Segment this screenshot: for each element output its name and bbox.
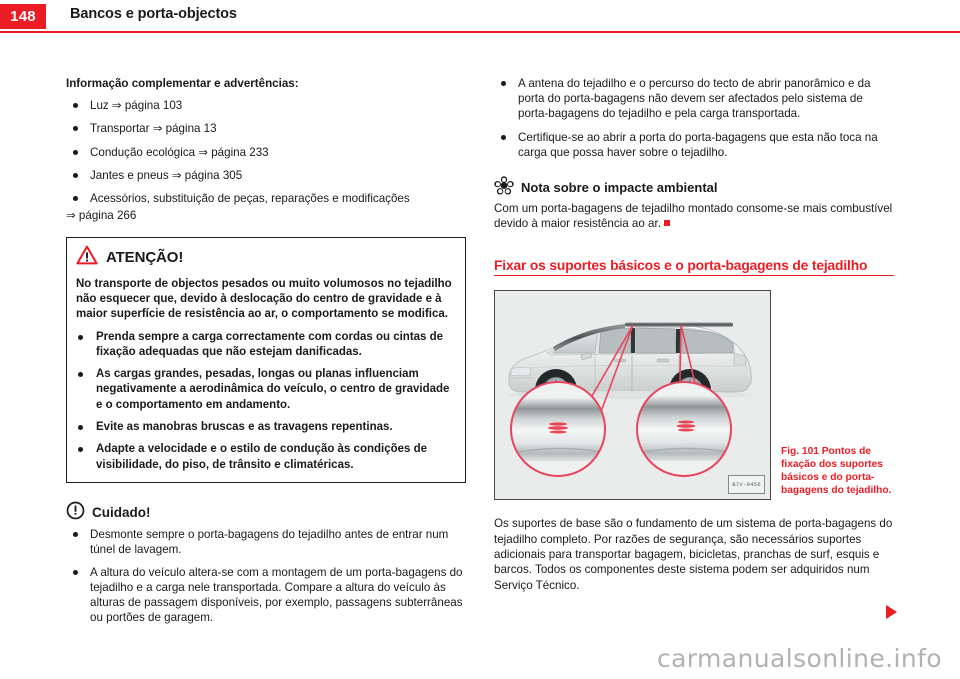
page-header bbox=[0, 0, 960, 34]
list-item: Jantes e pneus ⇒ página 305 bbox=[66, 168, 466, 183]
warning-header bbox=[76, 245, 456, 269]
environment-note-body bbox=[494, 201, 894, 231]
list-item: Luz ⇒ página 103 bbox=[66, 98, 466, 113]
warning-intro: No transporte de objectos pesados ou muito volumosos no tejadilho não esquecer que, devido à deslocação do centro de gravidade e à maior superfície de resistência ao ar, o comportamento se modifica. bbox=[76, 277, 452, 321]
warning-title: ATENÇÃO! bbox=[106, 248, 184, 266]
roof-rack-fixing-points-illustration bbox=[494, 290, 771, 500]
list-item-continuation: ⇒ página 266 bbox=[66, 209, 137, 223]
watermark: carmanualsonline.info bbox=[656, 644, 942, 673]
top-bullet-list bbox=[494, 76, 894, 160]
closing-paragraph: Os suportes de base são o fundamento de um sistema de porta-bagagens do tejadilho completo. Por razões de segurança, são necessários suportes adicionais para transportar bagagem, bicicletas, pranchas de surf, esquis e barcos. Todos os componentes deste sistema podem ser adquiridos num Serviço Técnico. bbox=[494, 517, 893, 592]
warning-box bbox=[66, 237, 466, 482]
continuation-arrow-icon bbox=[886, 605, 897, 619]
list-item: A altura do veículo altera-se com a montagem de um porta-bagagens do tejadilho e a carga nele transportada. Compare a altura do veículo às alturas de passagem disponíveis, por exemplo, passagens subterrâneas ou portões de garagem. bbox=[66, 565, 466, 626]
list-item: Transportar ⇒ página 13 bbox=[66, 121, 466, 136]
list-item: As cargas grandes, pesadas, longas ou planas influenciam negativamente a aerodinâmica do veículo, o centro de gravidade e o comportamento em andamento. bbox=[76, 367, 456, 413]
flower-environment-icon bbox=[494, 176, 514, 199]
figure-code-label: B7V-0456 bbox=[728, 475, 765, 494]
environment-note-header bbox=[494, 176, 894, 199]
figure-svg bbox=[495, 291, 769, 498]
caution-title: Cuidado! bbox=[92, 504, 151, 520]
page-title: Bancos e porta-objectos bbox=[70, 6, 237, 22]
warning-triangle-icon bbox=[76, 245, 98, 269]
end-of-section-marker bbox=[664, 220, 670, 226]
list-item: Certifique-se ao abrir a porta do porta-bagagens que esta não toca na carga que possa haver sobre o tejadilho. bbox=[494, 130, 894, 160]
left-column bbox=[66, 76, 466, 632]
list-item: A antena do tejadilho e o percurso do tecto de abrir panorâmico e da porta do porta-bagagens não devem ser afectados pelo sistema de porta-bagagens do tejadilho e pela carga transportada. bbox=[494, 76, 894, 122]
section-title: Fixar os suportes básicos e o porta-bagagens de tejadilho bbox=[494, 257, 868, 273]
info-bullet-list bbox=[66, 98, 466, 223]
caution-header bbox=[66, 501, 466, 524]
list-item: Evite as manobras bruscas e as travagens repentinas. bbox=[76, 420, 456, 435]
page-number: 148 bbox=[0, 4, 46, 29]
list-item: Prenda sempre a carga correctamente com cordas ou cintas de fixação adequadas que não estejam danificadas. bbox=[76, 330, 456, 361]
list-item: Desmonte sempre o porta-bagagens do tejadilho antes de entrar num túnel de lavagem. bbox=[66, 527, 466, 557]
section-title-rule bbox=[494, 275, 894, 277]
header-rule bbox=[46, 31, 960, 33]
environment-note-text: Com um porta-bagagens de tejadilho montado consome-se mais combustível devido à maior resistência ao ar. bbox=[494, 202, 893, 231]
environment-note-title: Nota sobre o impacte ambiental bbox=[521, 180, 718, 196]
info-heading: Informação complementar e advertências: bbox=[66, 77, 299, 90]
list-item: Acessórios, substituição de peças, reparações e modificações bbox=[66, 191, 466, 206]
caution-block bbox=[66, 501, 466, 625]
caution-circle-icon bbox=[66, 501, 85, 524]
figure-block bbox=[494, 290, 894, 500]
environment-note-block bbox=[494, 176, 894, 232]
warning-bullet-list bbox=[76, 330, 456, 473]
list-item: Condução ecológica ⇒ página 233 bbox=[66, 145, 466, 160]
right-column bbox=[494, 76, 894, 604]
figure-caption: Fig. 101 Pontos de fixação dos suportes básicos e do porta-bagagens do tejadilho. bbox=[781, 446, 892, 497]
caution-bullet-list bbox=[66, 527, 466, 625]
section-title-block bbox=[494, 258, 894, 277]
list-item: Adapte a velocidade e o estilo de condução às condições de visibilidade, do piso, de trânsito e climatéricas. bbox=[76, 442, 456, 473]
header-rule-left bbox=[0, 31, 46, 33]
